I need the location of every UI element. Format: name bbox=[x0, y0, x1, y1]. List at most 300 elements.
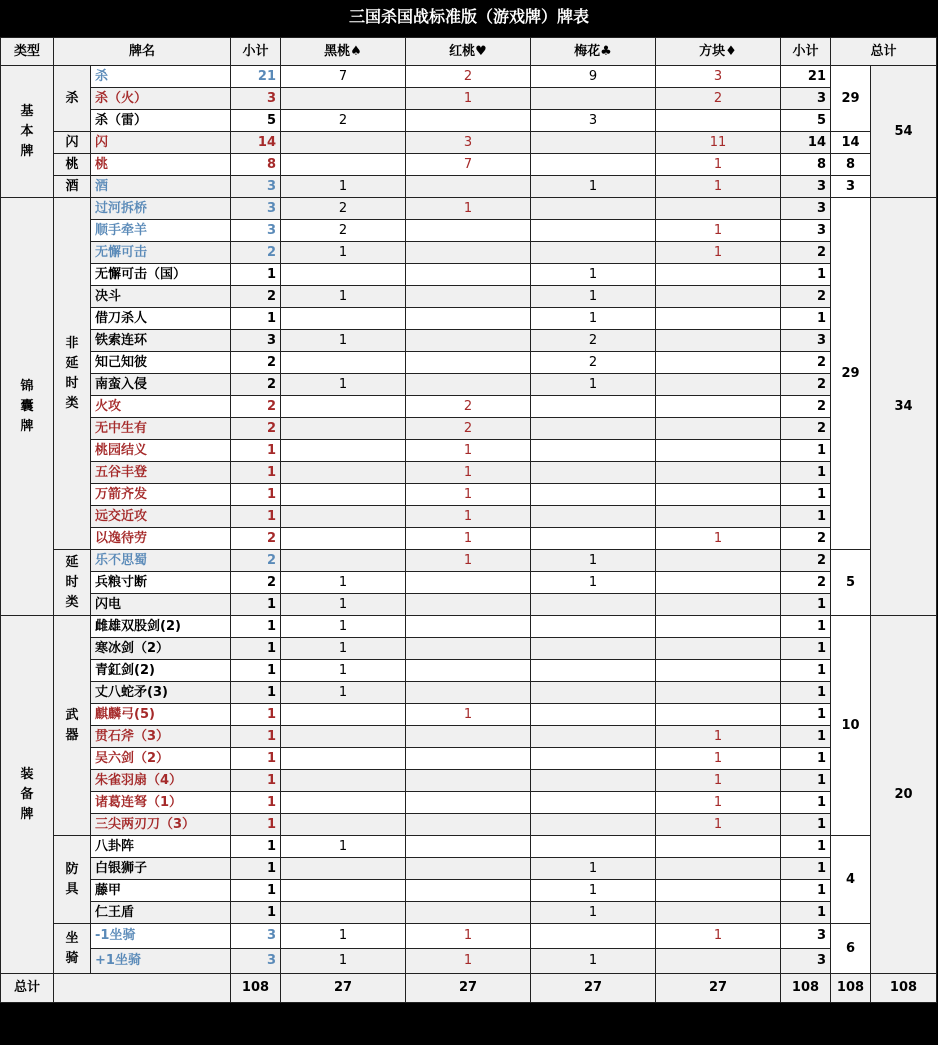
table-row bbox=[1, 616, 937, 638]
table-row bbox=[1, 858, 937, 880]
table-row bbox=[1, 330, 937, 352]
heart-count: 3 bbox=[406, 132, 531, 154]
heart-count bbox=[406, 660, 531, 682]
diamond-count: 2 bbox=[656, 88, 781, 110]
table-row bbox=[1, 704, 937, 726]
diamond-count: 1 bbox=[656, 528, 781, 550]
club-count bbox=[531, 770, 656, 792]
row-total: 1 bbox=[781, 594, 831, 616]
header-club: 梅花♣ bbox=[531, 38, 656, 66]
card-subtotal: 3 bbox=[231, 88, 281, 110]
spade-count bbox=[281, 132, 406, 154]
diamond-count: 1 bbox=[656, 792, 781, 814]
diamond-count: 1 bbox=[656, 726, 781, 748]
row-total: 1 bbox=[781, 748, 831, 770]
heart-count: 1 bbox=[406, 550, 531, 572]
heart-count bbox=[406, 308, 531, 330]
card-name: 杀（雷） bbox=[91, 110, 231, 132]
total-blank bbox=[54, 974, 231, 1003]
diamond-count bbox=[656, 880, 781, 902]
category-total-equip: 20 bbox=[871, 616, 937, 974]
card-name: 决斗 bbox=[91, 286, 231, 308]
table-row bbox=[1, 682, 937, 704]
table-row bbox=[1, 352, 937, 374]
row-total: 2 bbox=[781, 242, 831, 264]
card-subtotal: 3 bbox=[231, 924, 281, 949]
subcategory-horse bbox=[54, 924, 91, 974]
row-total: 1 bbox=[781, 792, 831, 814]
spade-count: 1 bbox=[281, 924, 406, 949]
card-name: 杀（火） bbox=[91, 88, 231, 110]
club-count: 1 bbox=[531, 550, 656, 572]
row-total: 3 bbox=[781, 924, 831, 949]
card-subtotal: 1 bbox=[231, 726, 281, 748]
card-name: 藤甲 bbox=[91, 880, 231, 902]
club-count: 1 bbox=[531, 286, 656, 308]
heart-count bbox=[406, 902, 531, 924]
diamond-count bbox=[656, 594, 781, 616]
heart-count bbox=[406, 594, 531, 616]
heart-count bbox=[406, 638, 531, 660]
total-diamond: 27 bbox=[656, 974, 781, 1003]
card-name: 乐不思蜀 bbox=[91, 550, 231, 572]
header-type: 类型 bbox=[1, 38, 54, 66]
card-subtotal: 8 bbox=[231, 154, 281, 176]
subcategory-label: 防具 bbox=[65, 861, 79, 897]
card-subtotal: 3 bbox=[231, 176, 281, 198]
card-name: 仁王盾 bbox=[91, 902, 231, 924]
table-row bbox=[1, 660, 937, 682]
card-name: 白银狮子 bbox=[91, 858, 231, 880]
subcategory-label: 武器 bbox=[65, 707, 79, 743]
row-total: 3 bbox=[781, 949, 831, 974]
diamond-count bbox=[656, 550, 781, 572]
header-heart: 红桃♥ bbox=[406, 38, 531, 66]
heart-count bbox=[406, 330, 531, 352]
card-name: 吴六剑（2） bbox=[91, 748, 231, 770]
spade-count: 1 bbox=[281, 330, 406, 352]
club-count bbox=[531, 792, 656, 814]
group-total-tao: 8 bbox=[831, 154, 871, 176]
row-total: 14 bbox=[781, 132, 831, 154]
spade-count bbox=[281, 902, 406, 924]
row-total: 1 bbox=[781, 616, 831, 638]
category-total-basic: 54 bbox=[871, 66, 937, 198]
group-total-jiu: 3 bbox=[831, 176, 871, 198]
card-subtotal: 1 bbox=[231, 770, 281, 792]
spade-count bbox=[281, 704, 406, 726]
table-row bbox=[1, 132, 937, 154]
row-total: 1 bbox=[781, 660, 831, 682]
card-table bbox=[0, 37, 937, 1003]
spade-count: 1 bbox=[281, 638, 406, 660]
card-subtotal: 1 bbox=[231, 594, 281, 616]
club-count bbox=[531, 220, 656, 242]
card-name: 南蛮入侵 bbox=[91, 374, 231, 396]
heart-count bbox=[406, 176, 531, 198]
row-total: 2 bbox=[781, 418, 831, 440]
heart-count: 2 bbox=[406, 418, 531, 440]
card-subtotal: 1 bbox=[231, 814, 281, 836]
table-row bbox=[1, 220, 937, 242]
spade-count: 1 bbox=[281, 572, 406, 594]
card-name: 贯石斧（3） bbox=[91, 726, 231, 748]
heart-count: 1 bbox=[406, 440, 531, 462]
spade-count: 1 bbox=[281, 374, 406, 396]
spade-count: 1 bbox=[281, 660, 406, 682]
card-subtotal: 2 bbox=[231, 242, 281, 264]
total-subtotal: 108 bbox=[231, 974, 281, 1003]
spade-count bbox=[281, 352, 406, 374]
diamond-count bbox=[656, 374, 781, 396]
heart-count bbox=[406, 836, 531, 858]
club-count: 3 bbox=[531, 110, 656, 132]
category-total-trick: 34 bbox=[871, 198, 937, 616]
card-subtotal: 1 bbox=[231, 858, 281, 880]
heart-count bbox=[406, 792, 531, 814]
row-total: 1 bbox=[781, 484, 831, 506]
row-total: 8 bbox=[781, 154, 831, 176]
row-total: 1 bbox=[781, 264, 831, 286]
card-name: -1坐骑 bbox=[91, 924, 231, 949]
table-row bbox=[1, 792, 937, 814]
diamond-count bbox=[656, 836, 781, 858]
table-row bbox=[1, 880, 937, 902]
diamond-count bbox=[656, 638, 781, 660]
spade-count: 1 bbox=[281, 949, 406, 974]
diamond-count bbox=[656, 198, 781, 220]
card-subtotal: 3 bbox=[231, 330, 281, 352]
card-name: 顺手牵羊 bbox=[91, 220, 231, 242]
table-row bbox=[1, 726, 937, 748]
heart-count: 7 bbox=[406, 154, 531, 176]
spade-count: 1 bbox=[281, 176, 406, 198]
heart-count bbox=[406, 682, 531, 704]
diamond-count bbox=[656, 949, 781, 974]
heart-count: 1 bbox=[406, 528, 531, 550]
club-count: 1 bbox=[531, 880, 656, 902]
card-subtotal: 1 bbox=[231, 462, 281, 484]
club-count bbox=[531, 462, 656, 484]
row-total: 2 bbox=[781, 528, 831, 550]
diamond-count bbox=[656, 418, 781, 440]
heart-count: 1 bbox=[406, 484, 531, 506]
table-row bbox=[1, 308, 937, 330]
card-name: 杀 bbox=[91, 66, 231, 88]
header-subtotal: 小计 bbox=[231, 38, 281, 66]
spade-count bbox=[281, 440, 406, 462]
card-subtotal: 1 bbox=[231, 660, 281, 682]
club-count bbox=[531, 440, 656, 462]
spade-count bbox=[281, 726, 406, 748]
subcategory-label: 桃 bbox=[65, 157, 79, 172]
row-total: 2 bbox=[781, 374, 831, 396]
card-name: 无懈可击 bbox=[91, 242, 231, 264]
table-row bbox=[1, 198, 937, 220]
spade-count bbox=[281, 880, 406, 902]
spade-count: 2 bbox=[281, 198, 406, 220]
heart-count bbox=[406, 242, 531, 264]
club-count: 1 bbox=[531, 308, 656, 330]
diamond-count: 1 bbox=[656, 924, 781, 949]
card-name: 丈八蛇矛(3) bbox=[91, 682, 231, 704]
category-equip bbox=[1, 616, 54, 974]
diamond-count bbox=[656, 572, 781, 594]
card-name: 铁索连环 bbox=[91, 330, 231, 352]
row-total: 5 bbox=[781, 110, 831, 132]
group-total-sha: 29 bbox=[831, 66, 871, 132]
spade-count: 2 bbox=[281, 220, 406, 242]
heart-count: 2 bbox=[406, 66, 531, 88]
club-count: 1 bbox=[531, 374, 656, 396]
row-total: 1 bbox=[781, 902, 831, 924]
card-subtotal: 3 bbox=[231, 198, 281, 220]
subcategory-sha bbox=[54, 66, 91, 132]
row-total: 1 bbox=[781, 726, 831, 748]
row-total: 2 bbox=[781, 352, 831, 374]
card-name: 闪 bbox=[91, 132, 231, 154]
heart-count bbox=[406, 616, 531, 638]
table-row bbox=[1, 770, 937, 792]
club-count bbox=[531, 484, 656, 506]
card-subtotal: 2 bbox=[231, 418, 281, 440]
row-total: 2 bbox=[781, 396, 831, 418]
card-subtotal: 3 bbox=[231, 220, 281, 242]
subcategory-label: 非延时类 bbox=[65, 335, 79, 411]
club-count: 2 bbox=[531, 352, 656, 374]
spade-count bbox=[281, 484, 406, 506]
spade-count bbox=[281, 418, 406, 440]
card-name: 火攻 bbox=[91, 396, 231, 418]
total-grand: 108 bbox=[871, 974, 937, 1003]
bottom-bar bbox=[0, 1005, 938, 1045]
row-total: 21 bbox=[781, 66, 831, 88]
table-row bbox=[1, 528, 937, 550]
row-total: 2 bbox=[781, 550, 831, 572]
spade-count bbox=[281, 308, 406, 330]
club-count: 1 bbox=[531, 858, 656, 880]
subcategory-label: 杀 bbox=[65, 91, 79, 106]
table-row bbox=[1, 396, 937, 418]
club-count: 1 bbox=[531, 572, 656, 594]
card-name: +1坐骑 bbox=[91, 949, 231, 974]
table-row bbox=[1, 110, 937, 132]
spade-count: 1 bbox=[281, 836, 406, 858]
table-row bbox=[1, 374, 937, 396]
table-row bbox=[1, 594, 937, 616]
card-name: 桃 bbox=[91, 154, 231, 176]
row-total: 1 bbox=[781, 308, 831, 330]
table-row bbox=[1, 462, 937, 484]
category-label: 基本牌 bbox=[20, 103, 34, 159]
club-count bbox=[531, 814, 656, 836]
row-total: 2 bbox=[781, 572, 831, 594]
card-subtotal: 2 bbox=[231, 396, 281, 418]
table-row bbox=[1, 88, 937, 110]
row-total: 3 bbox=[781, 88, 831, 110]
spade-count: 1 bbox=[281, 616, 406, 638]
diamond-count bbox=[656, 264, 781, 286]
diamond-count bbox=[656, 506, 781, 528]
card-subtotal: 1 bbox=[231, 704, 281, 726]
row-total: 1 bbox=[781, 770, 831, 792]
table-row bbox=[1, 572, 937, 594]
club-count bbox=[531, 704, 656, 726]
heart-count bbox=[406, 858, 531, 880]
heart-count bbox=[406, 286, 531, 308]
group-total-armor: 4 bbox=[831, 836, 871, 924]
spade-count bbox=[281, 814, 406, 836]
subcategory-label: 坐骑 bbox=[65, 930, 79, 966]
total-label: 总计 bbox=[1, 974, 54, 1003]
row-total: 1 bbox=[781, 682, 831, 704]
card-subtotal: 2 bbox=[231, 352, 281, 374]
card-name: 青釭剑(2) bbox=[91, 660, 231, 682]
card-name: 诸葛连弩（1） bbox=[91, 792, 231, 814]
total-heart: 27 bbox=[406, 974, 531, 1003]
heart-count bbox=[406, 880, 531, 902]
card-subtotal: 1 bbox=[231, 308, 281, 330]
club-count bbox=[531, 88, 656, 110]
category-label: 锦囊牌 bbox=[20, 378, 34, 434]
heart-count bbox=[406, 770, 531, 792]
club-count bbox=[531, 418, 656, 440]
table-row bbox=[1, 264, 937, 286]
diamond-count bbox=[656, 462, 781, 484]
table-row bbox=[1, 506, 937, 528]
heart-count: 1 bbox=[406, 924, 531, 949]
header-total: 总计 bbox=[831, 38, 937, 66]
spade-count bbox=[281, 748, 406, 770]
card-subtotal: 1 bbox=[231, 638, 281, 660]
heart-count bbox=[406, 572, 531, 594]
card-subtotal: 1 bbox=[231, 264, 281, 286]
category-label: 装备牌 bbox=[20, 766, 34, 822]
heart-count bbox=[406, 220, 531, 242]
card-subtotal: 2 bbox=[231, 572, 281, 594]
table-row bbox=[1, 949, 937, 974]
total-spade: 27 bbox=[281, 974, 406, 1003]
header-name: 牌名 bbox=[54, 38, 231, 66]
card-name: 朱雀羽扇（4） bbox=[91, 770, 231, 792]
total-subtotal-2: 108 bbox=[781, 974, 831, 1003]
diamond-count: 3 bbox=[656, 66, 781, 88]
group-total-delay: 5 bbox=[831, 550, 871, 616]
card-subtotal: 2 bbox=[231, 374, 281, 396]
row-total: 3 bbox=[781, 198, 831, 220]
card-name: 酒 bbox=[91, 176, 231, 198]
row-total: 1 bbox=[781, 506, 831, 528]
spade-count: 1 bbox=[281, 286, 406, 308]
group-total-horse: 6 bbox=[831, 924, 871, 974]
club-count bbox=[531, 154, 656, 176]
card-subtotal: 1 bbox=[231, 682, 281, 704]
club-count bbox=[531, 594, 656, 616]
diamond-count bbox=[656, 396, 781, 418]
subcategory-label: 酒 bbox=[65, 179, 79, 194]
heart-count: 2 bbox=[406, 396, 531, 418]
club-count bbox=[531, 748, 656, 770]
total-row bbox=[1, 974, 937, 1003]
card-name: 无懈可击（国） bbox=[91, 264, 231, 286]
heart-count bbox=[406, 264, 531, 286]
total-group: 108 bbox=[831, 974, 871, 1003]
row-total: 2 bbox=[781, 286, 831, 308]
diamond-count bbox=[656, 286, 781, 308]
table-row bbox=[1, 748, 937, 770]
table-row bbox=[1, 484, 937, 506]
card-subtotal: 1 bbox=[231, 792, 281, 814]
subcategory-jiu bbox=[54, 176, 91, 198]
row-total: 1 bbox=[781, 638, 831, 660]
diamond-count: 1 bbox=[656, 154, 781, 176]
row-total: 1 bbox=[781, 440, 831, 462]
table-row bbox=[1, 66, 937, 88]
subcategory-tao bbox=[54, 154, 91, 176]
card-subtotal: 1 bbox=[231, 880, 281, 902]
row-total: 1 bbox=[781, 704, 831, 726]
spade-count: 2 bbox=[281, 110, 406, 132]
row-total: 1 bbox=[781, 462, 831, 484]
club-count bbox=[531, 726, 656, 748]
diamond-count bbox=[656, 110, 781, 132]
diamond-count bbox=[656, 902, 781, 924]
header-spade: 黑桃♠ bbox=[281, 38, 406, 66]
table-row bbox=[1, 154, 937, 176]
row-total: 1 bbox=[781, 858, 831, 880]
subcategory-armor bbox=[54, 836, 91, 924]
club-count: 1 bbox=[531, 949, 656, 974]
diamond-count bbox=[656, 352, 781, 374]
diamond-count bbox=[656, 616, 781, 638]
club-count bbox=[531, 396, 656, 418]
heart-count: 1 bbox=[406, 88, 531, 110]
heart-count: 1 bbox=[406, 198, 531, 220]
card-name: 八卦阵 bbox=[91, 836, 231, 858]
club-count: 1 bbox=[531, 176, 656, 198]
spade-count: 1 bbox=[281, 682, 406, 704]
card-name: 过河拆桥 bbox=[91, 198, 231, 220]
diamond-count bbox=[656, 704, 781, 726]
diamond-count: 1 bbox=[656, 748, 781, 770]
total-club: 27 bbox=[531, 974, 656, 1003]
card-name: 远交近攻 bbox=[91, 506, 231, 528]
diamond-count: 1 bbox=[656, 176, 781, 198]
card-subtotal: 1 bbox=[231, 616, 281, 638]
category-trick bbox=[1, 198, 54, 616]
diamond-count: 11 bbox=[656, 132, 781, 154]
spade-count: 1 bbox=[281, 594, 406, 616]
row-total: 3 bbox=[781, 176, 831, 198]
card-name: 无中生有 bbox=[91, 418, 231, 440]
diamond-count bbox=[656, 308, 781, 330]
card-subtotal: 2 bbox=[231, 286, 281, 308]
card-subtotal: 2 bbox=[231, 528, 281, 550]
card-subtotal: 3 bbox=[231, 949, 281, 974]
heart-count bbox=[406, 352, 531, 374]
club-count bbox=[531, 528, 656, 550]
row-total: 1 bbox=[781, 880, 831, 902]
row-total: 1 bbox=[781, 814, 831, 836]
spade-count: 7 bbox=[281, 66, 406, 88]
heart-count: 1 bbox=[406, 462, 531, 484]
diamond-count: 1 bbox=[656, 220, 781, 242]
diamond-count bbox=[656, 682, 781, 704]
diamond-count bbox=[656, 330, 781, 352]
card-name: 万箭齐发 bbox=[91, 484, 231, 506]
club-count bbox=[531, 660, 656, 682]
card-subtotal: 2 bbox=[231, 550, 281, 572]
